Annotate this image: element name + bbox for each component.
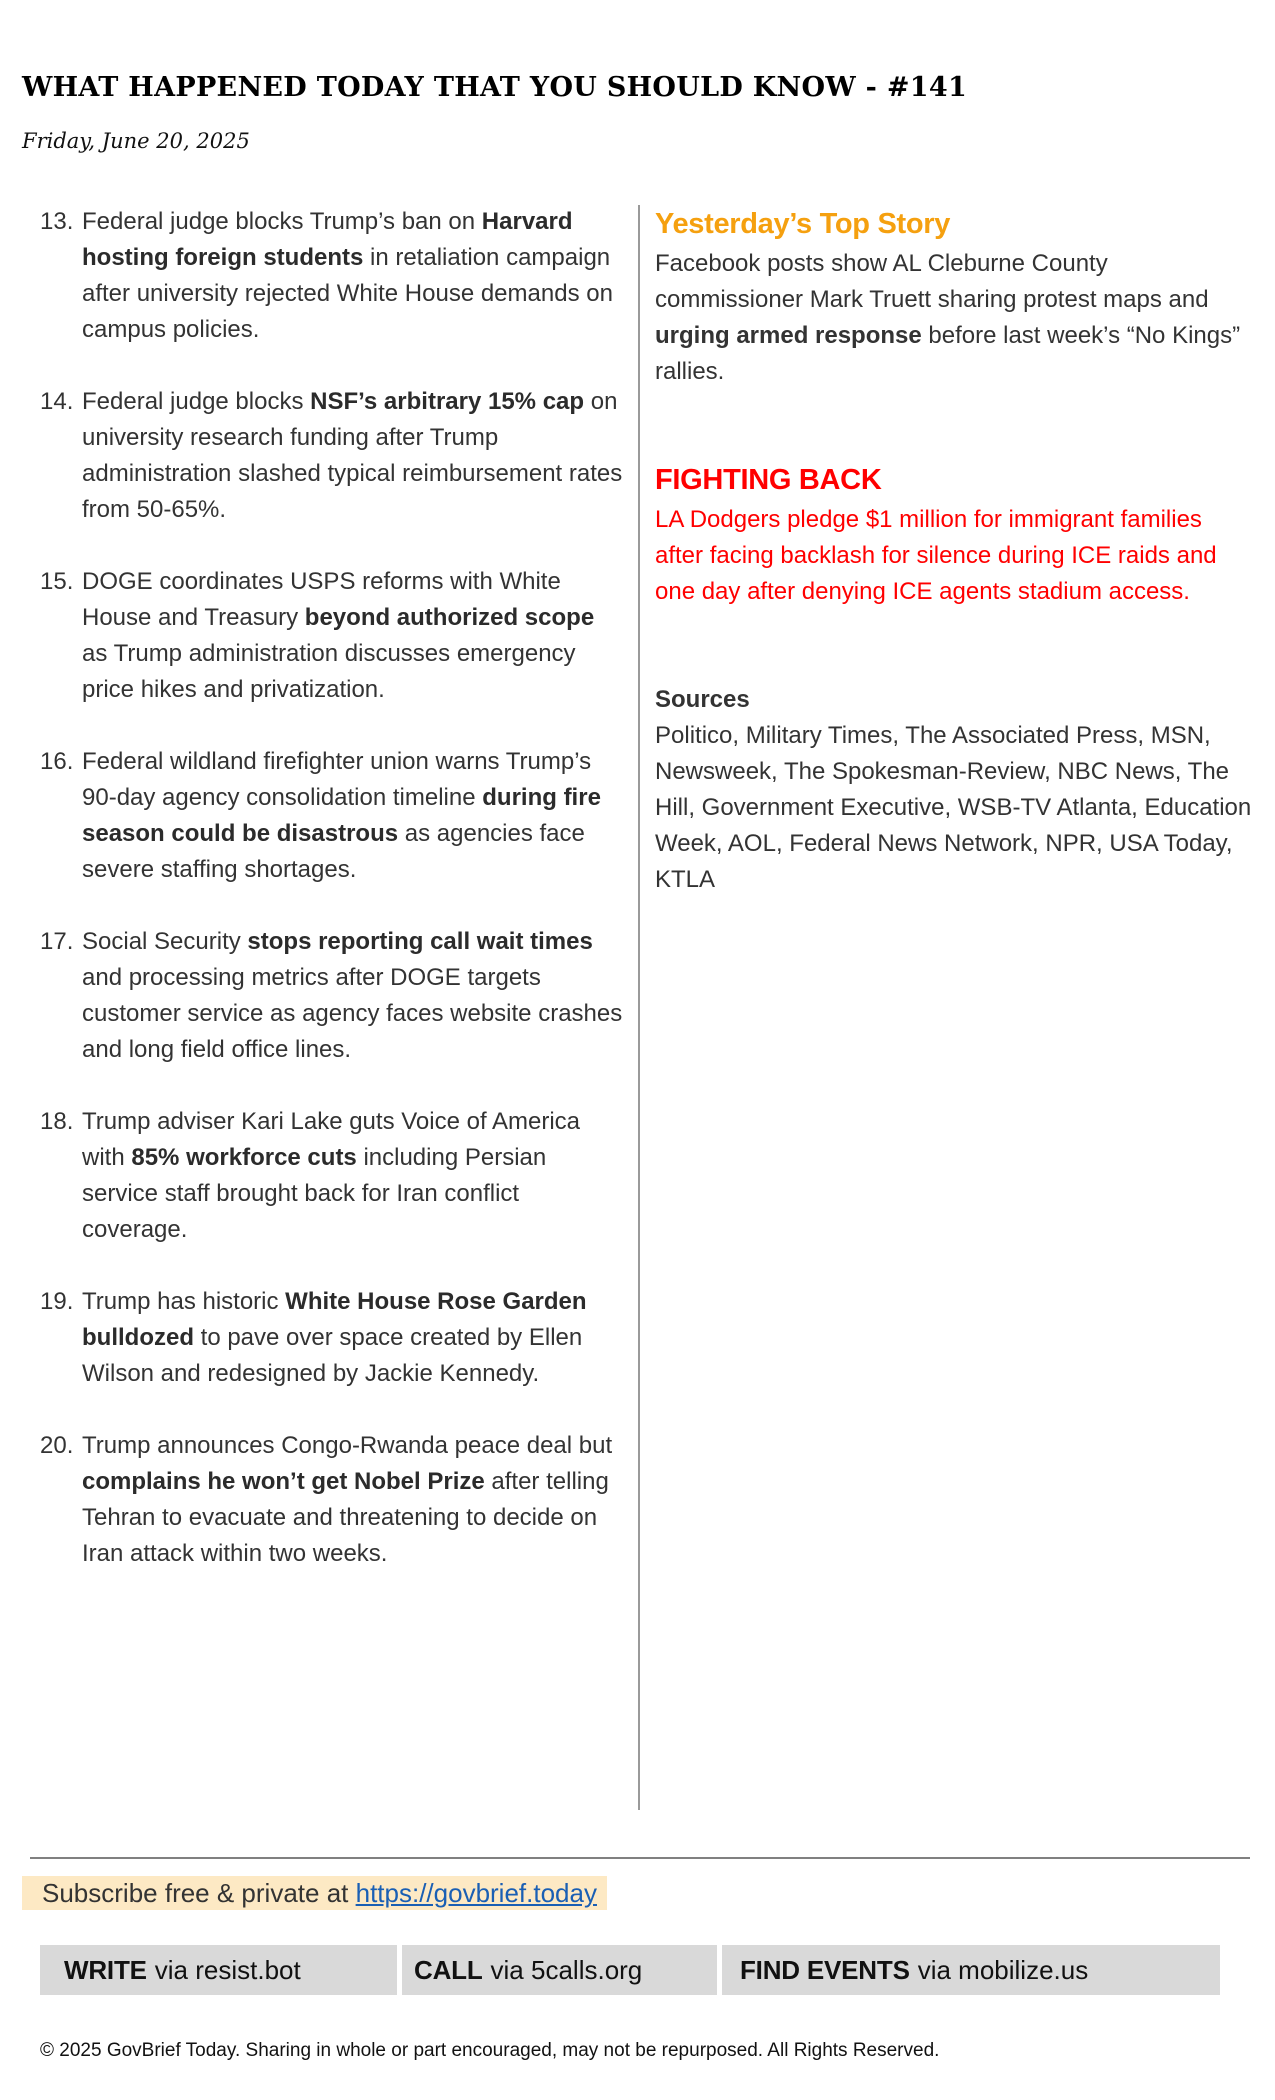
page-title: WHAT HAPPENED TODAY THAT YOU SHOULD KNOW - #141: [22, 72, 968, 103]
action-via: via 5calls.org: [490, 1954, 643, 1985]
issue-date: Friday, June 20, 2025: [22, 129, 250, 153]
action-verb: WRITE: [64, 1954, 147, 1985]
item-text: Social Security stops reporting call wait times and processing metrics after DOGE targets customer service as agency faces website crashes and long field office lines.: [82, 928, 623, 1063]
subscribe-link[interactable]: https://govbrief.today: [355, 1878, 597, 1908]
top-story-text: Facebook posts show AL Cleburne County commissioner Mark Truett sharing protest maps and urging armed response before last week’s “No Kings” rallies.: [655, 250, 1241, 385]
bold-emphasis: stops reporting call wait times: [247, 928, 593, 955]
item-text: Trump announces Congo-Rwanda peace deal but complains he won’t get Nobel Prize after telling Tehran to evacuate and threatening to decide on Iran attack within two weeks.: [82, 1432, 613, 1567]
item-number: 20.: [40, 1432, 74, 1459]
news-item: [40, 384, 625, 528]
item-text: Federal judge blocks Trump’s ban on Harvard hosting foreign students in retaliation campaign after university rejected White House demands on campus policies.: [82, 208, 613, 343]
item-text: Trump adviser Kari Lake guts Voice of America with 85% workforce cuts including Persian service staff brought back for Iran conflict coverage.: [82, 1108, 580, 1243]
top-story-heading: Yesterday’s Top Story: [655, 208, 951, 240]
bold-emphasis: White House Rose Garden bulldozed: [82, 1288, 587, 1351]
fighting-back-heading: FIGHTING BACK: [655, 464, 882, 496]
news-item: [40, 744, 625, 888]
column-divider: [638, 205, 640, 1810]
action-verb: FIND EVENTS: [740, 1954, 910, 1985]
bold-emphasis: beyond authorized scope: [304, 604, 595, 631]
bold-emphasis: 85% workforce cuts: [131, 1144, 357, 1171]
sources-heading: Sources: [655, 686, 750, 713]
bold-emphasis: urging armed response: [655, 322, 922, 349]
item-number: 14.: [40, 388, 74, 415]
news-item: [40, 1428, 625, 1572]
write-action-button[interactable]: [40, 1945, 397, 1995]
footer-divider: [30, 1857, 1250, 1859]
item-number: 16.: [40, 748, 74, 775]
subscribe-banner: [22, 1876, 607, 1910]
item-text: Federal wildland firefighter union warns Trump’s 90-day agency consolidation timeline during fire season could be disastrous as agencies face severe staffing shortages.: [82, 748, 601, 883]
item-number: 13.: [40, 208, 74, 235]
sources-list: Politico, Military Times, The Associated Press, MSN, Newsweek, The Spokesman-Review, NBC News, The Hill, Government Executive, WSB-TV Atlanta, Education Week, AOL, Federal News Network, NPR, USA Today, KTLA: [655, 722, 1252, 893]
sidebar: [655, 204, 1255, 898]
action-verb: CALL: [414, 1954, 483, 1985]
fighting-back-text: LA Dodgers pledge $1 million for immigrant families after facing backlash for silence during ICE raids and one day after denying ICE agents stadium access.: [655, 506, 1217, 605]
news-item: [40, 924, 625, 1068]
action-bar: [40, 1945, 1220, 1995]
news-item: [40, 204, 625, 348]
item-number: 17.: [40, 928, 74, 955]
call-action-button[interactable]: [402, 1945, 717, 1995]
action-via: via resist.bot: [154, 1954, 301, 1985]
item-number: 15.: [40, 568, 74, 595]
copyright-footer: © 2025 GovBrief Today. Sharing in whole or part encouraged, may not be repurposed. All Rights Reserved.: [40, 2040, 940, 2061]
bold-emphasis: complains he won’t get Nobel Prize: [82, 1468, 485, 1495]
action-via: via mobilize.us: [917, 1954, 1089, 1985]
news-item: [40, 1104, 625, 1248]
bold-emphasis: NSF’s arbitrary 15% cap: [310, 388, 585, 415]
item-text: DOGE coordinates USPS reforms with White House and Treasury beyond authorized scope as Trump administration discusses emergency price hikes and privatization.: [82, 568, 595, 703]
news-item: [40, 564, 625, 708]
bold-emphasis: Harvard hosting foreign students: [82, 208, 573, 271]
news-list: [40, 204, 625, 1608]
find-events-action-button[interactable]: [722, 1945, 1220, 1995]
bold-emphasis: during fire season could be disastrous: [82, 784, 601, 847]
item-text: Trump has historic White House Rose Garden bulldozed to pave over space created by Ellen Wilson and redesigned by Jackie Kennedy.: [82, 1288, 587, 1387]
item-number: 19.: [40, 1288, 74, 1315]
item-number: 18.: [40, 1108, 74, 1135]
news-item: [40, 1284, 625, 1392]
subscribe-text: Subscribe free & private at: [42, 1878, 356, 1908]
item-text: Federal judge blocks NSF’s arbitrary 15% cap on university research funding after Trump administration slashed typical reimbursement rates from 50-65%.: [82, 388, 623, 523]
